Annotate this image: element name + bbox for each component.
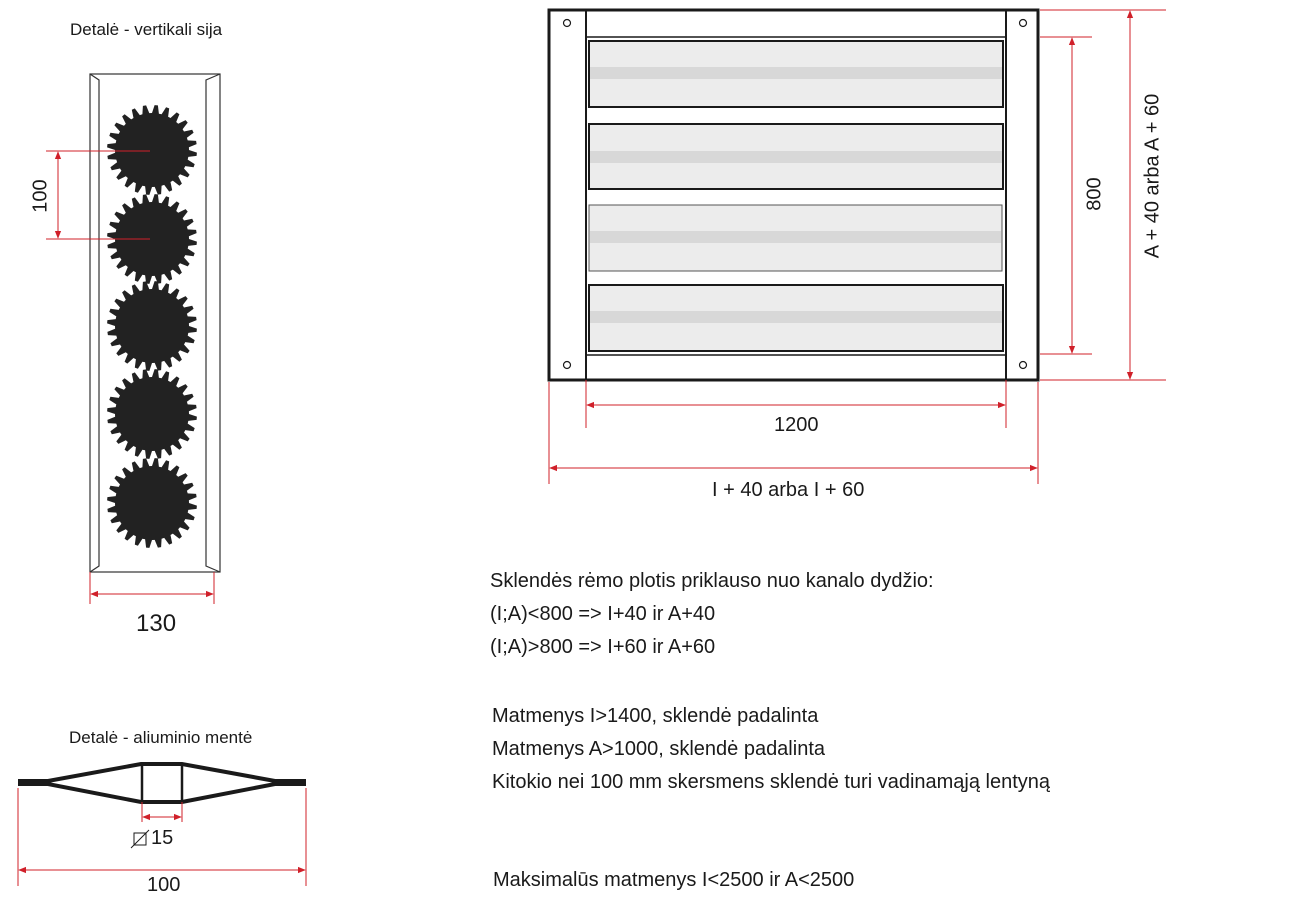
damper-blade bbox=[589, 285, 1003, 351]
pitch-label: 100 bbox=[29, 179, 52, 213]
rail-detail bbox=[46, 74, 220, 604]
damper-blade bbox=[589, 124, 1003, 189]
damper-front-view bbox=[549, 10, 1166, 484]
blade-width-label: 100 bbox=[147, 874, 181, 896]
note-line: Sklendės rėmo plotis priklauso nuo kanalo dydžio: bbox=[490, 570, 934, 592]
rail-detail-title: Detalė - vertikali sija bbox=[70, 20, 223, 39]
blade-detail bbox=[18, 764, 306, 886]
inner-height-label: 800 bbox=[1083, 177, 1106, 211]
notes-frame-rule bbox=[490, 565, 934, 664]
inner-width-label: 1200 bbox=[774, 414, 819, 436]
note-line: (I;A)>800 => I+60 ir A+60 bbox=[490, 636, 716, 658]
blade-profile-bottom bbox=[18, 784, 306, 802]
outer-height-label: A + 40 arba A + 60 bbox=[1141, 93, 1164, 259]
damper-blade bbox=[589, 41, 1003, 107]
rail-width-dimension bbox=[90, 572, 214, 604]
note-line: Kitokio nei 100 mm skersmens sklendė turi vadinamąją lentyną bbox=[492, 771, 1051, 793]
note-line: Matmenys I>1400, sklendė padalinta bbox=[492, 705, 819, 727]
rail-width-label: 130 bbox=[136, 610, 177, 637]
outer-width-label: I + 40 arba I + 60 bbox=[712, 479, 865, 501]
note-line: Matmenys A>1000, sklendė padalinta bbox=[492, 738, 825, 760]
blade-detail-title: Detalė - aliuminio mentė bbox=[69, 728, 253, 747]
notes-max-size: Maksimalūs matmenys I<2500 ir A<2500 bbox=[493, 869, 855, 891]
blade-thickness-dimension bbox=[142, 802, 182, 822]
blade-profile-top bbox=[18, 764, 306, 781]
note-line: (I;A)<800 => I+40 ir A+40 bbox=[490, 603, 716, 625]
diameter-symbol bbox=[131, 830, 149, 848]
blade-thickness-label: 15 bbox=[151, 827, 174, 849]
notes-division-rules bbox=[492, 700, 1050, 799]
damper-blade bbox=[589, 205, 1002, 271]
